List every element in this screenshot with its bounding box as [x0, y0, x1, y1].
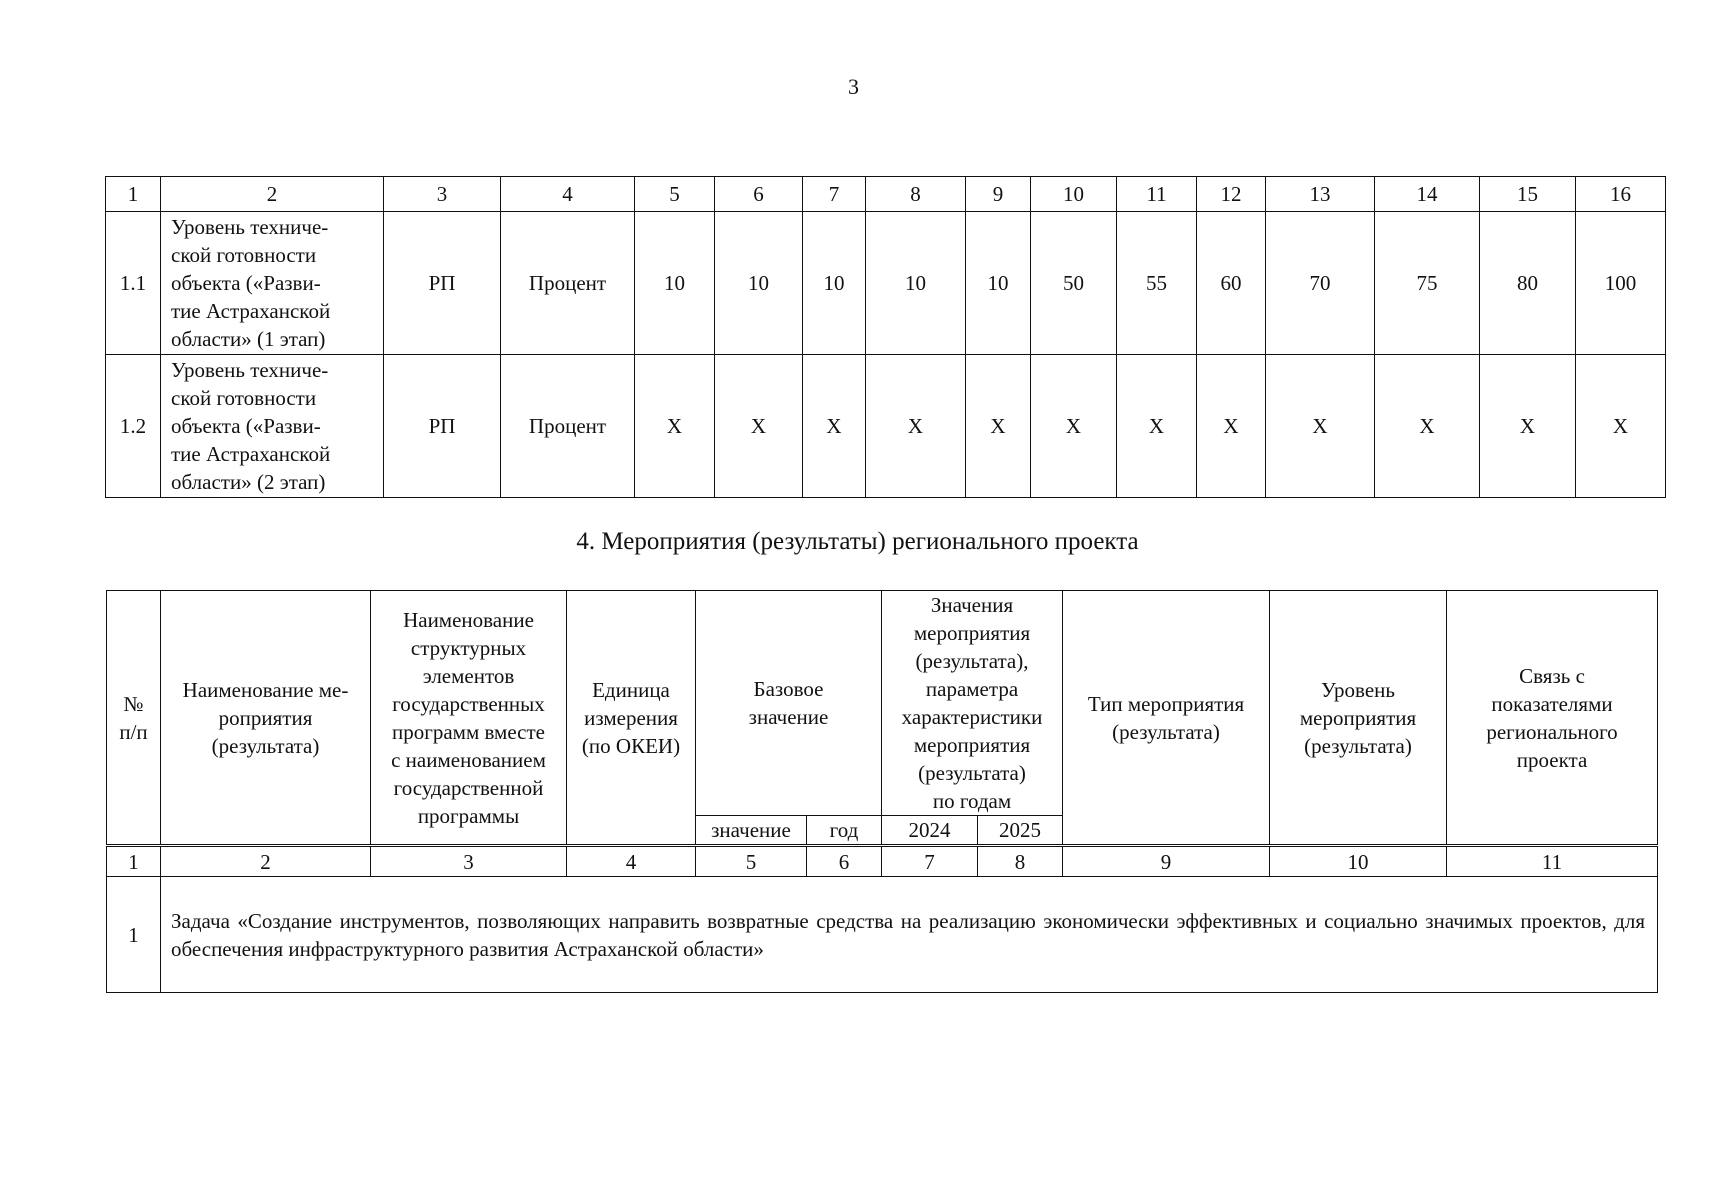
- header-year-2025: 2025: [978, 816, 1063, 846]
- header-line: элементов: [422, 663, 515, 688]
- column-number: 14: [1375, 177, 1480, 212]
- header-line: Наименование: [403, 607, 534, 632]
- header-line: Наименование ме-: [182, 677, 349, 702]
- column-number: 2: [161, 177, 384, 212]
- header-line: программы: [417, 803, 520, 828]
- indicator-name-line: объекта («Разви-: [171, 271, 321, 295]
- header-line: (по ОКЕИ): [581, 733, 681, 758]
- indicator-unit: Процент: [501, 355, 635, 498]
- header-num-line: п/п: [119, 719, 148, 744]
- column-number: 2: [161, 846, 371, 877]
- header-line: (результата),: [915, 649, 1029, 673]
- indicator-value: 10: [866, 212, 966, 355]
- indicator-name: [161, 355, 384, 498]
- indicator-name-line: области» (2 этап): [171, 470, 326, 494]
- header-structural-elements: [371, 591, 567, 846]
- header-line: Связь с: [1519, 663, 1585, 688]
- indicator-name-line: тие Астраханской: [171, 442, 331, 466]
- header-link-to-indicators: [1447, 591, 1658, 846]
- header-activity-type: [1063, 591, 1270, 846]
- header-line: значение: [748, 705, 829, 729]
- header-values-by-year: [882, 591, 1063, 816]
- column-number: 9: [1063, 846, 1270, 877]
- column-number: 11: [1447, 846, 1658, 877]
- column-number: 13: [1266, 177, 1375, 212]
- indicator-value: 60: [1197, 212, 1266, 355]
- header-line: государственной: [393, 775, 544, 800]
- row-number: 1.2: [106, 355, 161, 498]
- header-base-value: [696, 591, 882, 816]
- page-number: 3: [848, 74, 859, 99]
- activities-numbers-row: [107, 846, 1658, 877]
- indicator-name-line: объекта («Разви-: [171, 414, 321, 438]
- header-line: измерения: [584, 705, 678, 730]
- header-base-value-value: значение: [696, 816, 807, 846]
- header-num: [107, 591, 161, 846]
- header-line: Значения: [930, 593, 1014, 617]
- header-line: государственных: [392, 691, 545, 716]
- indicator-name-line: Уровень техниче-: [171, 358, 329, 382]
- indicator-value: X: [1031, 355, 1117, 498]
- header-line: по годам: [932, 789, 1012, 813]
- indicator-value: 80: [1480, 212, 1576, 355]
- header-line: (результата): [211, 733, 320, 758]
- indicator-value: 50: [1031, 212, 1117, 355]
- column-number: 11: [1117, 177, 1197, 212]
- indicator-value: 10: [966, 212, 1031, 355]
- header-line: мероприятия: [913, 621, 1031, 645]
- column-number: 5: [696, 846, 807, 877]
- indicators-table: [105, 176, 1666, 498]
- header-line: программ вместе: [391, 719, 545, 744]
- indicator-value: 10: [635, 212, 715, 355]
- indicator-level: РП: [384, 212, 501, 355]
- header-activity-level: [1270, 591, 1447, 846]
- column-number: 15: [1480, 177, 1576, 212]
- header-line: роприятия: [218, 705, 313, 730]
- header-base-value-year: год: [807, 816, 882, 846]
- indicator-name-line: Уровень техниче-: [171, 215, 329, 239]
- header-line: Тип мероприятия: [1087, 691, 1245, 716]
- column-number: 3: [371, 846, 567, 877]
- header-line: (результата): [1112, 719, 1220, 744]
- column-number: 6: [715, 177, 803, 212]
- indicator-unit: Процент: [501, 212, 635, 355]
- column-number: 4: [501, 177, 635, 212]
- indicator-value: 10: [715, 212, 803, 355]
- column-number: 1: [107, 846, 161, 877]
- row-number: 1.1: [106, 212, 161, 355]
- indicator-value: X: [635, 355, 715, 498]
- header-activity-name: [161, 591, 371, 846]
- column-number: 16: [1576, 177, 1666, 212]
- header-unit: [567, 591, 696, 846]
- indicator-value: X: [1117, 355, 1197, 498]
- indicator-value: 55: [1117, 212, 1197, 355]
- indicator-value: 70: [1266, 212, 1375, 355]
- column-number: 8: [978, 846, 1063, 877]
- header-num-line: №: [123, 691, 144, 716]
- indicator-name-line: тие Астраханской: [171, 299, 331, 323]
- task-text: Задача «Создание инструментов, позволяющих направить возвратные средства на реализацию экономически эффективных и социально значимых проектов, для обеспечения инфраструктурного развития Астраханской области»: [161, 877, 1658, 993]
- header-year-2024: 2024: [882, 816, 978, 846]
- header-line: проекта: [1516, 747, 1588, 772]
- header-line: показателями: [1491, 691, 1613, 716]
- indicators-header-row: [106, 177, 1666, 212]
- activities-header-row: [107, 591, 1658, 816]
- indicator-value: X: [966, 355, 1031, 498]
- indicator-value: X: [715, 355, 803, 498]
- indicator-value: X: [1197, 355, 1266, 498]
- header-line: мероприятия: [913, 733, 1031, 757]
- indicator-value: 75: [1375, 212, 1480, 355]
- indicator-value: 10: [803, 212, 866, 355]
- indicator-value: X: [803, 355, 866, 498]
- header-line: параметра: [925, 677, 1019, 701]
- header-line: (результата): [1304, 733, 1412, 758]
- column-number: 9: [966, 177, 1031, 212]
- indicator-value: X: [1480, 355, 1576, 498]
- header-line: структурных: [410, 635, 527, 660]
- indicator-value: X: [1576, 355, 1666, 498]
- column-number: 7: [803, 177, 866, 212]
- indicator-value: X: [1266, 355, 1375, 498]
- header-line: Базовое: [753, 677, 824, 701]
- column-number: 10: [1031, 177, 1117, 212]
- column-number: 12: [1197, 177, 1266, 212]
- header-line: характеристики: [901, 705, 1043, 729]
- indicator-name-line: области» (1 этап): [171, 327, 326, 351]
- indicator-name: [161, 212, 384, 355]
- indicator-level: РП: [384, 355, 501, 498]
- column-number: 4: [567, 846, 696, 877]
- header-line: с наименованием: [391, 747, 546, 772]
- column-number: 7: [882, 846, 978, 877]
- task-number: 1: [107, 877, 161, 993]
- column-number: 5: [635, 177, 715, 212]
- column-number: 1: [106, 177, 161, 212]
- indicator-name-line: ской готовности: [171, 243, 317, 267]
- indicator-value: X: [1375, 355, 1480, 498]
- task-row: [107, 877, 1658, 993]
- header-line: мероприятия: [1299, 705, 1417, 730]
- indicator-value: X: [866, 355, 966, 498]
- section-title: 4. Мероприятия (результаты) регионального проекта: [576, 528, 1139, 555]
- indicator-row: [106, 355, 1666, 498]
- header-line: (результата): [918, 761, 1026, 785]
- indicator-value: 100: [1576, 212, 1666, 355]
- column-number: 8: [866, 177, 966, 212]
- column-number: 6: [807, 846, 882, 877]
- indicator-name-line: ской готовности: [171, 386, 317, 410]
- indicator-row: [106, 212, 1666, 355]
- header-line: регионального: [1486, 719, 1618, 744]
- activities-table: [106, 590, 1658, 993]
- column-number: 10: [1270, 846, 1447, 877]
- column-number: 3: [384, 177, 501, 212]
- header-line: Единица: [592, 677, 670, 702]
- header-line: Уровень: [1321, 677, 1395, 702]
